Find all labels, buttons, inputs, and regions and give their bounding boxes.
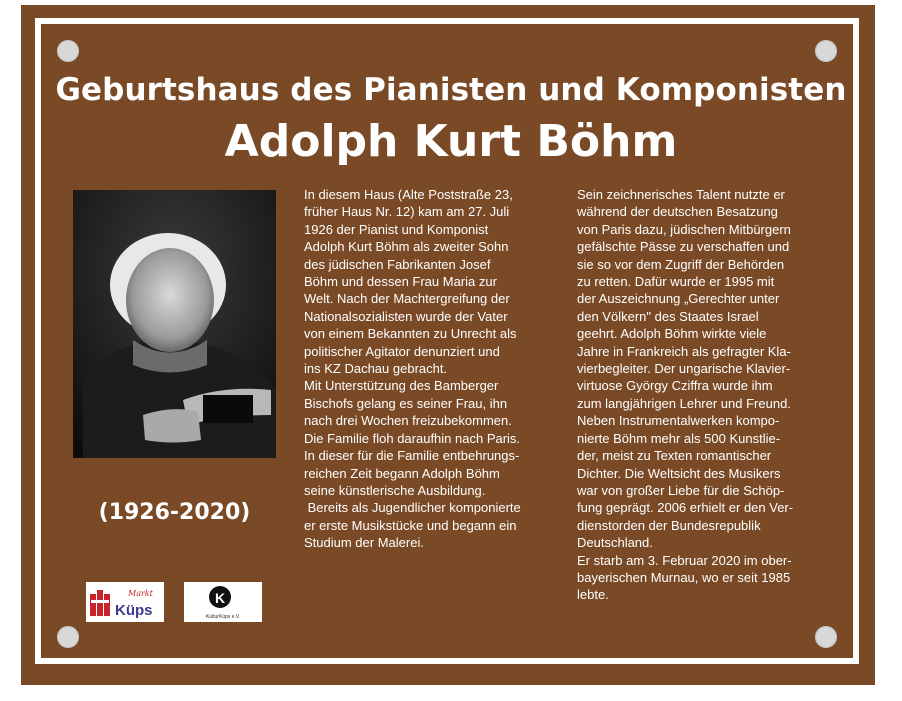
screw-bottom-right xyxy=(815,626,837,648)
screw-bottom-left xyxy=(57,626,79,648)
text-line: fung geprägt. 2006 erhielt er den Ver- xyxy=(577,500,794,516)
text-line: In diesem Haus (Alte Poststraße 23, xyxy=(304,187,513,202)
screw-top-left xyxy=(57,40,79,62)
text-line: den Völkern" des Staates Israel xyxy=(577,308,759,324)
text-line: der Auszeichnung „Gerechter unter xyxy=(577,291,780,307)
text-line: nach drei Wochen freizubekommen. xyxy=(304,413,512,429)
text-line: politischer Agitator denunziert und xyxy=(304,343,500,359)
kulturkups-emblem xyxy=(184,582,262,622)
title-line-2: Adolph Kurt Böhm xyxy=(224,116,678,167)
title-line-1: Geburtshaus des Pianisten und Komponisten xyxy=(55,72,847,108)
kulturkups-letter: K xyxy=(215,590,226,606)
text-line: früher Haus Nr. 12) kam am 27. Juli xyxy=(304,204,510,220)
text-line: In dieser für die Familie entbehrungs- xyxy=(304,448,520,464)
portrait-photo xyxy=(73,190,276,458)
text-line: er erste Musikstücke und begann ein xyxy=(304,517,517,533)
markt-kups-logo xyxy=(86,582,164,622)
text-line: virtuose György Cziffra wurde ihm xyxy=(577,378,773,394)
screw-top-right xyxy=(815,40,837,62)
text-line: des jüdischen Fabrikanten Josef xyxy=(304,256,491,272)
text-line: gefälschte Pässe zu verschaffen und xyxy=(577,239,790,255)
text-line: Bereits als Jugendlicher komponierte xyxy=(304,500,521,516)
text-line: Böhm und dessen Frau Maria zur xyxy=(304,274,497,290)
text-line: war von großer Liebe für die Schöp- xyxy=(577,482,785,498)
kulturkups-logo xyxy=(184,582,262,622)
text-line: ins KZ Dachau gebracht. xyxy=(304,361,448,377)
biography-column-2 xyxy=(577,186,827,604)
markt-kups-emblem xyxy=(86,582,164,622)
text-line: nierte Böhm mehr als 500 Kunstlie- xyxy=(577,430,781,446)
text-line: von einem Bekannten zu Unrecht als xyxy=(304,326,517,342)
text-line: bayerischen Murnau, wo er seit 1985 xyxy=(577,569,791,585)
text-line: Welt. Nach der Machtergreifung der xyxy=(304,291,510,307)
portrait-illustration xyxy=(73,190,276,458)
text-line: reichen Zeit begann Adolph Böhm xyxy=(304,465,500,481)
text-line: zu retten. Dafür wurde er 1995 mit xyxy=(577,274,775,290)
text-line: Nationalsozialisten wurde der Vater xyxy=(304,308,508,324)
text-line: Sein zeichnerisches Talent nutzte er xyxy=(577,187,785,202)
biography-column-1 xyxy=(304,186,552,552)
text-line: sie so vor dem Zugriff der Behörden xyxy=(577,256,785,272)
text-line: Er starb am 3. Februar 2020 im ober- xyxy=(577,552,792,568)
life-years: (1926-2020) xyxy=(98,500,251,525)
text-line: zum langjährigen Lehrer und Freund. xyxy=(577,395,791,411)
text-line: vierbegleiter. Der ungarische Klavier- xyxy=(577,361,791,377)
text-line: lebte. xyxy=(577,587,609,603)
text-line: Mit Unterstützung des Bamberger xyxy=(304,378,499,394)
text-line: Adolph Kurt Böhm als zweiter Sohn xyxy=(304,239,509,255)
text-line: der, meist zu Texten romantischer xyxy=(577,448,772,464)
text-line: seine künstlerische Ausbildung. xyxy=(304,482,486,498)
text-line: während der deutschen Besatzung xyxy=(577,204,778,220)
text-line: Dichter. Die Weltsicht des Musikers xyxy=(577,465,781,481)
text-line: Die Familie floh daraufhin nach Paris. xyxy=(304,430,521,446)
markt-text: Markt xyxy=(128,589,153,598)
text-line: Jahre in Frankreich als gefragter Kla- xyxy=(577,343,791,359)
text-line: Bischofs gelang es seiner Frau, ihn xyxy=(304,395,508,411)
text-line: 1926 der Pianist und Komponist xyxy=(304,221,489,237)
text-line: von Paris dazu, jüdischen Mitbürgern xyxy=(577,221,791,237)
text-line: dienstorden der Bundesrepublik xyxy=(577,517,761,533)
kulturkups-caption: KulturKüps e.V. xyxy=(205,614,241,620)
text-line: Studium der Malerei. xyxy=(304,535,424,551)
text-line: Deutschland. xyxy=(577,535,653,551)
kups-text: Küps xyxy=(115,602,153,619)
text-line: Neben Instrumentalwerken kompo- xyxy=(577,413,780,429)
text-line: geehrt. Adolph Böhm wirkte viele xyxy=(577,326,767,342)
